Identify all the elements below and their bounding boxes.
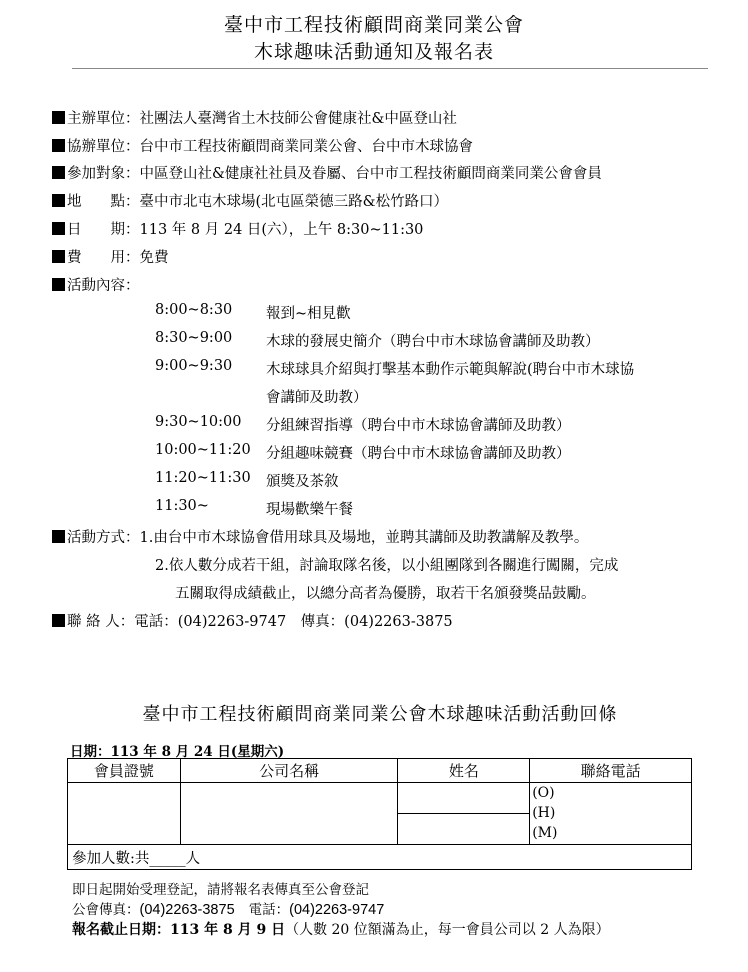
bullet-square-icon xyxy=(52,530,65,543)
date-value: 113 年 8 月 24 日(六），上午 8:30~11:30 xyxy=(139,222,424,238)
schedule-desc: 頒獎及茶敘 xyxy=(266,474,339,490)
fee-row xyxy=(52,246,169,267)
bullet-square-icon xyxy=(52,614,65,627)
registration-note: 即日起開始受理登記，請將報名表傳真至公會登記 xyxy=(72,882,369,898)
phone-home-label: (H) xyxy=(532,805,556,821)
participants-row xyxy=(52,162,602,183)
fax-number: (04)2263-3875 xyxy=(139,902,235,918)
name-header: 姓名 xyxy=(398,759,530,783)
method-item-2-continued: 五關取得成績截止，以總分高者為優勝，取若干名頒發獎品鼓勵。 xyxy=(175,586,596,602)
deadline-line xyxy=(72,919,610,939)
schedule-desc: 木球的發展史簡介（聘台中市木球協會講師及助教） xyxy=(266,334,600,350)
co-organizer-label: 協辦單位： xyxy=(67,139,140,155)
deadline-label: 報名截止日期：113 年 8 月 9 日 xyxy=(72,922,286,938)
member-id-field[interactable] xyxy=(68,783,181,845)
schedule-desc: 現場歡樂午餐 xyxy=(266,502,353,518)
participants-label: 參加對象： xyxy=(67,166,140,182)
name-field-1[interactable] xyxy=(398,783,530,814)
co-organizer-value: 台中市工程技術顧問商業同業公會、台中市木球協會 xyxy=(139,139,473,155)
bullet-square-icon xyxy=(52,111,65,124)
schedule-time: 9:30~10:00 xyxy=(155,414,242,430)
bullet-square-icon xyxy=(52,222,65,235)
phone-mobile-label: (M) xyxy=(532,825,558,841)
title-divider xyxy=(72,68,708,69)
schedule-desc: 木球球具介紹與打擊基本動作示範與解說(聘台中市木球協 xyxy=(266,362,635,378)
phone-field[interactable] xyxy=(530,783,692,845)
tel-number: (04)2263-9747 xyxy=(289,902,385,918)
registration-form-table xyxy=(67,758,692,870)
member-id-header: 會員證號 xyxy=(68,759,181,783)
method-row xyxy=(52,526,588,547)
document-subtitle: 木球趣味活動通知及報名表 xyxy=(253,41,494,63)
company-name-header: 公司名稱 xyxy=(180,759,398,783)
name-field-2[interactable] xyxy=(398,814,530,845)
date-row xyxy=(52,218,423,239)
co-organizer-row xyxy=(52,135,473,156)
document-title: 臺中市工程技術顧問商業同業公會 xyxy=(223,14,524,36)
schedule-time: 11:30~ xyxy=(155,498,209,514)
reply-slip-title: 臺中市工程技術顧問商業同業公會木球趣味活動活動回條 xyxy=(142,704,618,725)
content-label: 活動內容： xyxy=(67,278,140,294)
location-label: 地 點： xyxy=(67,194,140,210)
tel-label: 電話： xyxy=(248,902,290,918)
schedule-time: 8:30~9:00 xyxy=(155,330,233,346)
fee-label: 費 用： xyxy=(67,250,140,266)
content-row xyxy=(52,274,140,295)
organizer-label: 主辦單位： xyxy=(67,111,140,127)
date-label: 日 期： xyxy=(67,222,140,238)
schedule-desc: 分組趣味競賽（聘台中市木球協會講師及助教） xyxy=(266,446,571,462)
deadline-note: （人數 20 位額滿為止，每一會員公司以 2 人為限） xyxy=(285,922,610,938)
location-value: 臺中市北屯木球場(北屯區榮德三路&松竹路口） xyxy=(139,194,449,210)
company-name-field[interactable] xyxy=(180,783,398,845)
fee-value: 免費 xyxy=(139,250,169,266)
schedule-desc-continued: 會講師及助教） xyxy=(266,390,368,406)
phone-header: 聯絡電話 xyxy=(530,759,692,783)
schedule-time: 8:00~8:30 xyxy=(155,302,233,318)
association-contact xyxy=(72,898,384,918)
bullet-square-icon xyxy=(52,278,65,291)
bullet-square-icon xyxy=(52,166,65,179)
schedule-time: 10:00~11:20 xyxy=(155,442,251,458)
bullet-square-icon xyxy=(52,139,65,152)
contact-label: 聯 絡 人： xyxy=(67,614,135,630)
location-row xyxy=(52,190,448,211)
organizer-row xyxy=(52,107,457,128)
schedule-time: 9:00~9:30 xyxy=(155,358,233,374)
participants-value: 中區登山社&健康社社員及眷屬、台中市工程技術顧問商業同業公會會員 xyxy=(139,166,602,182)
participant-count-field[interactable]: 參加人數:共_____人 xyxy=(68,845,692,870)
method-item-2: 2.依人數分成若干組，討論取隊名後，以小組團隊到各關進行闖關，完成 xyxy=(155,558,619,574)
bullet-square-icon xyxy=(52,194,65,207)
method-label: 活動方式： xyxy=(67,530,140,546)
schedule-desc: 報到~相見歡 xyxy=(266,306,351,322)
schedule-desc: 分組練習指導（聘台中市木球協會講師及助教） xyxy=(266,418,571,434)
contact-row xyxy=(52,610,453,631)
reply-slip-date: 日期：113 年 8 月 24 日(星期六) xyxy=(70,744,285,760)
fax-label: 公會傳真： xyxy=(72,902,140,918)
schedule-time: 11:20~11:30 xyxy=(155,470,251,486)
bullet-square-icon xyxy=(52,250,65,263)
organizer-value: 社團法人臺灣省土木技師公會健康社&中區登山社 xyxy=(139,111,457,127)
method-item-1: 1.由台中市木球協會借用球具及場地，並聘其講師及助教講解及教學。 xyxy=(139,530,589,546)
contact-value: 電話：(04)2263-9747 傳真：(04)2263-3875 xyxy=(134,614,453,630)
phone-office-label: (O) xyxy=(532,785,555,801)
